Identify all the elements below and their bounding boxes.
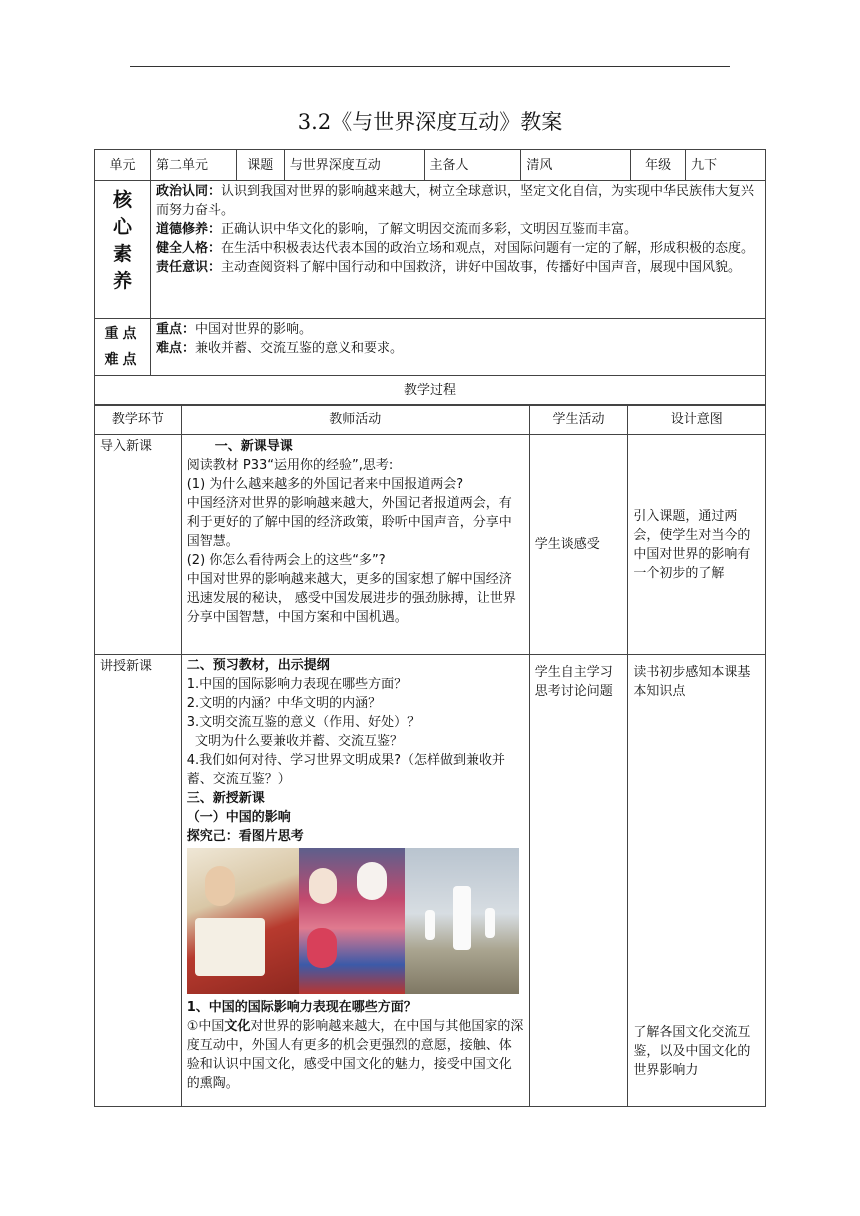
unit-value: 第二单元	[150, 150, 236, 181]
intent-intro: 引入课题，通过两会，使学生对当今的中国对世界的影响有一个初步的了解	[628, 435, 766, 655]
author-value: 清风	[521, 150, 631, 181]
question: 文明为什么要兼收并蓄、交流互鉴？	[186, 734, 403, 749]
stage-intro: 导入新课	[95, 435, 182, 655]
core-content	[150, 181, 765, 319]
question: 3.文明交流互鉴的意义（作用、好处）？	[186, 715, 421, 730]
col-header: 学生活动	[529, 405, 628, 435]
info-table	[94, 149, 766, 406]
col-header: 教师活动	[181, 405, 529, 435]
author-label: 主备人	[424, 150, 521, 181]
answer: ①中国文化对世界的影响越来越大，在中国与其他国家的深度互动中，外国人有更多的机会更强烈的意愿，接触、体验和认识中国文化，感受中国文化的魅力，接受中国文化的熏陶。	[186, 1019, 524, 1091]
explore-heading: 探究己：看图片思考	[186, 829, 304, 844]
student-intro: 学生谈感受	[529, 435, 628, 655]
topic-value: 与世界深度互动	[284, 150, 424, 181]
calligraphy-photo	[187, 848, 299, 994]
col-header: 设计意图	[628, 405, 766, 435]
grade-value: 九下	[686, 150, 766, 181]
core-item: 责任意识：主动查阅资料了解中国行动和中国救济，讲好中国故事，传播好中国声音，展现中国风貌。	[155, 260, 742, 275]
question-heading: 1、中国的国际影响力表现在哪些方面？	[186, 1000, 417, 1015]
topic-label: 课题	[236, 150, 284, 181]
core-label: 核心素养	[95, 181, 151, 319]
tai-chi-photo	[405, 848, 519, 994]
key-content	[150, 319, 765, 376]
stage-teach: 讲授新课	[95, 655, 182, 1107]
process-table	[94, 404, 766, 1107]
question: 1.中国的国际影响力表现在哪些方面？	[186, 677, 408, 692]
teacher-intro	[181, 435, 529, 655]
opera-masks-photo	[299, 848, 405, 994]
header-rule	[130, 66, 730, 67]
difficulty: 难点：兼收并蓄、交流互鉴的意义和要求。	[155, 341, 404, 356]
intent-text: 读书初步感知本课基本知识点	[633, 665, 751, 699]
question: 4.我们如何对待、学习世界文明成果?（怎样做到兼收并蓄、交流互鉴？）	[186, 753, 506, 787]
grade-label: 年级	[631, 150, 686, 181]
key-label: 重点难点	[95, 319, 151, 376]
teacher-teach	[181, 655, 529, 1107]
section-heading: 二、预习教材，出示提纲	[186, 658, 330, 673]
intent-text: 了解各国文化交流互鉴，以及中国文化的世界影响力	[633, 1025, 751, 1078]
core-item: 道德修养：正确认识中华文化的影响，了解文明因交流而多彩，文明因互鉴而丰富。	[155, 222, 638, 237]
photo-strip	[187, 848, 519, 994]
process-title: 教学过程	[95, 376, 766, 406]
text-line: 阅读教材 P33“运用你的经验”,思考:	[186, 458, 394, 473]
document-title: 3.2《与世界深度互动》教案	[297, 110, 563, 134]
section-heading: 一、新课导课	[214, 439, 293, 454]
col-header: 教学环节	[95, 405, 182, 435]
subsection-heading: （一）中国的影响	[186, 810, 291, 825]
section-heading: 三、新授新课	[186, 791, 265, 806]
unit-label: 单元	[95, 150, 151, 181]
student-teach: 学生自主学习思考讨论问题	[529, 655, 628, 1107]
text-line: (1) 为什么越来越多的外国记者来中国报道两会?	[186, 477, 464, 492]
core-item: 政治认同：认识到我国对世界的影响越来越大，树立全球意识，坚定文化自信，为实现中华民族伟大复兴而努力奋斗。	[155, 184, 755, 218]
core-item: 健全人格：在生活中积极表达代表本国的政治立场和观点，对国际问题有一定的了解，形成积极的态度。	[155, 241, 755, 256]
focus: 重点：中国对世界的影响。	[155, 322, 313, 337]
text-line: 中国对世界的影响越来越大，更多的国家想了解中国经济迅速发展的秘诀， 感受中国发展进步的强劲脉搏，让世界分享中国智慧，中国方案和中国机遇。	[186, 572, 516, 625]
text-line: (2) 你怎么看待两会上的这些“多”?	[186, 553, 386, 568]
text-line: 中国经济对世界的影响越来越大，外国记者报道两会，有利于更好的了解中国的经济政策，聆听中国声音，分享中国智慧。	[186, 496, 512, 549]
intent-teach	[628, 655, 766, 1107]
question: 2.文明的内涵？中华文明的内涵？	[186, 696, 382, 711]
